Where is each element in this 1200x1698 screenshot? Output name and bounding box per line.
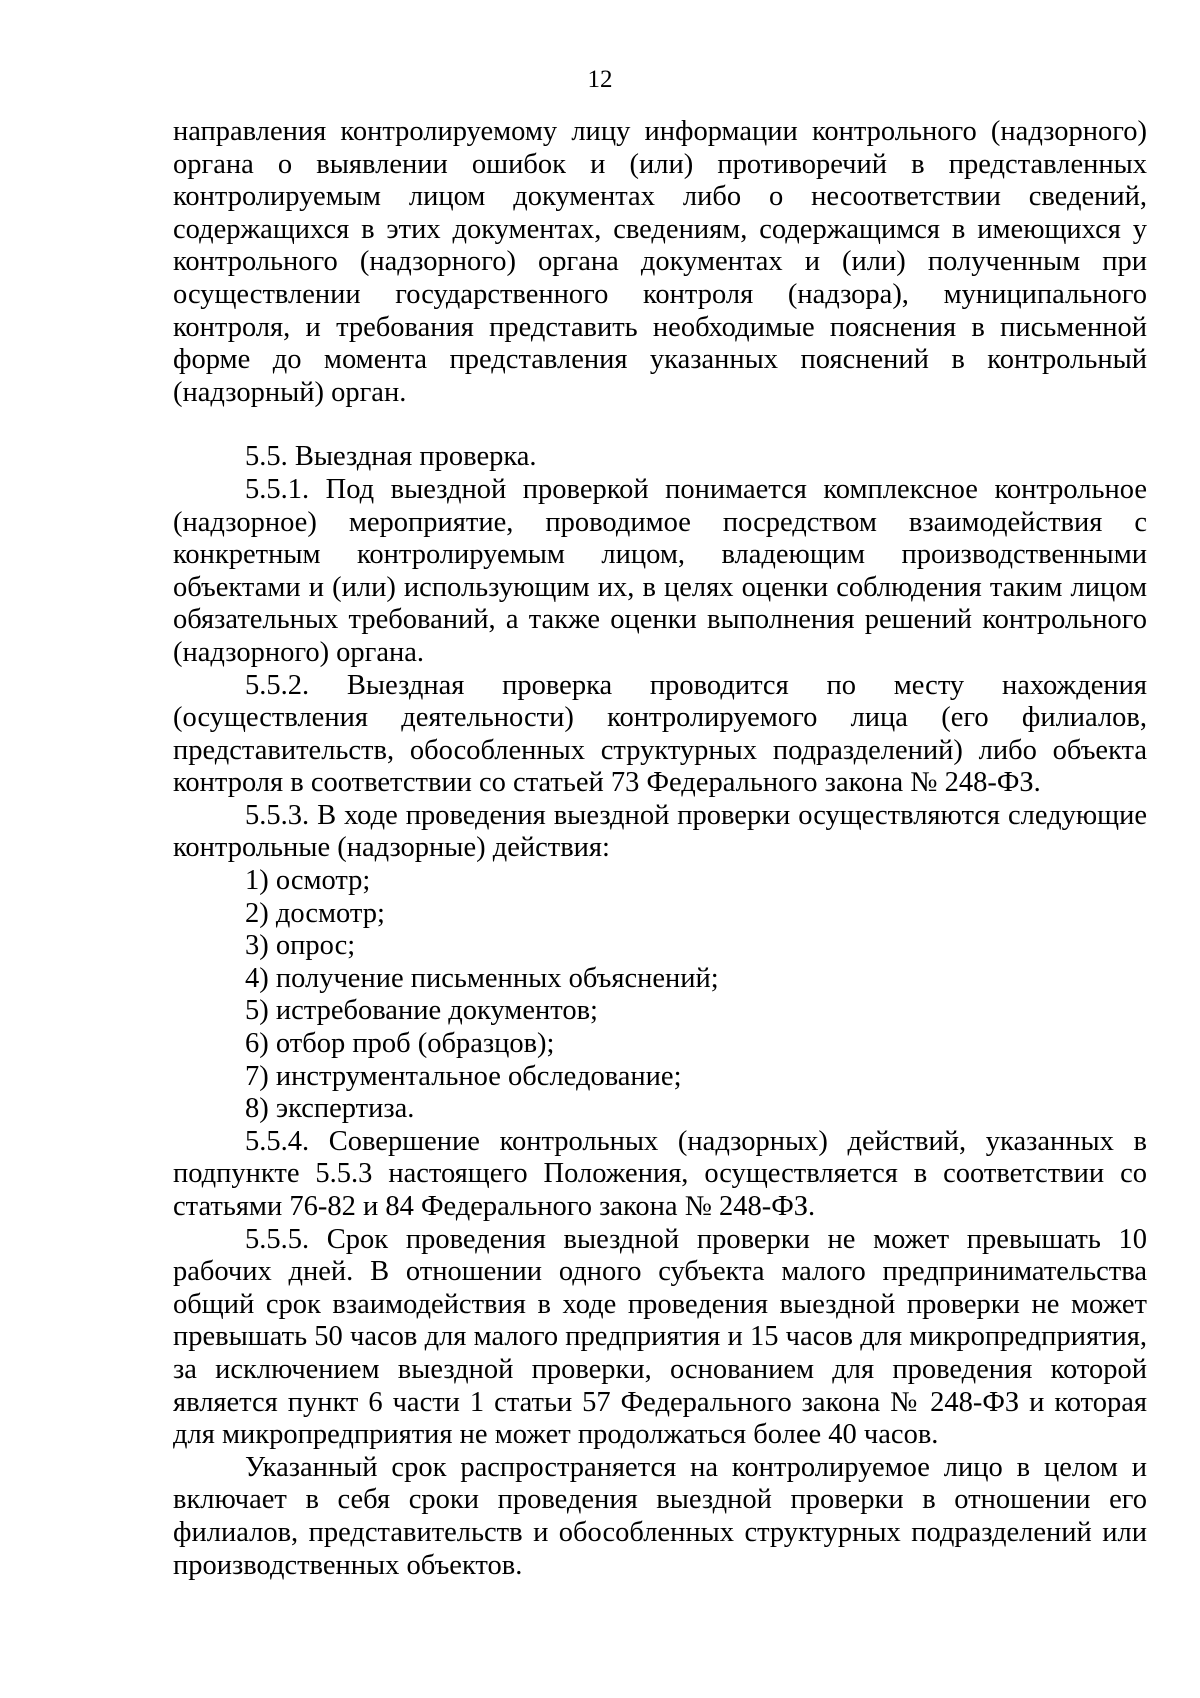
paragraph-5-5-2: 5.5.2. Выездная проверка проводится по месту нахождения (осуществления деятельности) контролируемого лица (его филиалов, представительств, обособленных структурных подразделений) либо объекта контроля в соответствии со статьей 73 Федерального закона № 248-ФЗ. <box>173 669 1147 799</box>
list-item: 1) осмотр; <box>245 865 371 897</box>
document-body <box>173 116 1147 1582</box>
paragraph-continuation: направления контролируемому лицу информации контрольного (надзорного) органа о выявлении ошибок и (или) противоречий в представленных контролируемым лицом документах либо о несоответствии сведений, содержащихся в этих документах, сведениям, содержащимся в имеющихся у контрольного (надзорного) органа документах и (или) полученным при осуществлении государственного контроля (надзора), муниципального контроля, и требования представить необходимые пояснения в письменной форме до момента представления указанных пояснений в контрольный (надзорный) орган. <box>173 116 1147 408</box>
paragraph-5-5-1: 5.5.1. Под выездной проверкой понимается комплексное контрольное (надзорное) мероприятие, проводимое посредством взаимодействия с конкретным контролируемым лицом, владеющим производственными объектами и (или) использующим их, в целях оценки соблюдения таким лицом обязательных требований, а также оценки выполнения решений контрольного (надзорного) органа. <box>173 473 1147 668</box>
list-item: 5) истребование документов; <box>245 995 598 1027</box>
paragraph-5-5-5: 5.5.5. Срок проведения выездной проверки не может превышать 10 рабочих дней. В отношении одного субъекта малого предпринимательства общий срок взаимодействия в ходе проведения выездной проверки не может превышать 50 часов для малого предприятия и 15 часов для микропредприятия, за исключением выездной проверки, основанием для проведения которой является пункт 6 части 1 статьи 57 Федерального закона № 248-ФЗ и которая для микропредприятия не может продолжаться более 40 часов. <box>173 1223 1147 1451</box>
list-item: 7) инструментальное обследование; <box>245 1060 682 1092</box>
section-heading-5-5: 5.5. Выездная проверка. <box>245 441 537 473</box>
list-item: 3) опрос; <box>245 930 356 962</box>
list-item: 4) получение письменных объяснений; <box>245 962 719 994</box>
paragraph-term-scope: Указанный срок распространяется на контролируемое лицо в целом и включает в себя сроки проведения выездной проверки в отношении его филиалов, представительств и обособленных структурных подразделений или производственных объектов. <box>173 1451 1147 1581</box>
list-item: 8) экспертиза. <box>245 1093 415 1125</box>
page-number: 12 <box>587 66 613 93</box>
list-item: 6) отбор проб (образцов); <box>245 1028 555 1060</box>
list-item: 2) досмотр; <box>245 897 385 929</box>
paragraph-5-5-3: 5.5.3. В ходе проведения выездной проверки осуществляются следующие контрольные (надзорные) действия: <box>173 799 1147 864</box>
paragraph-5-5-4: 5.5.4. Совершение контрольных (надзорных) действий, указанных в подпункте 5.5.3 настоящего Положения, осуществляется в соответствии со статьями 76-82 и 84 Федерального закона № 248-ФЗ. <box>173 1125 1147 1222</box>
